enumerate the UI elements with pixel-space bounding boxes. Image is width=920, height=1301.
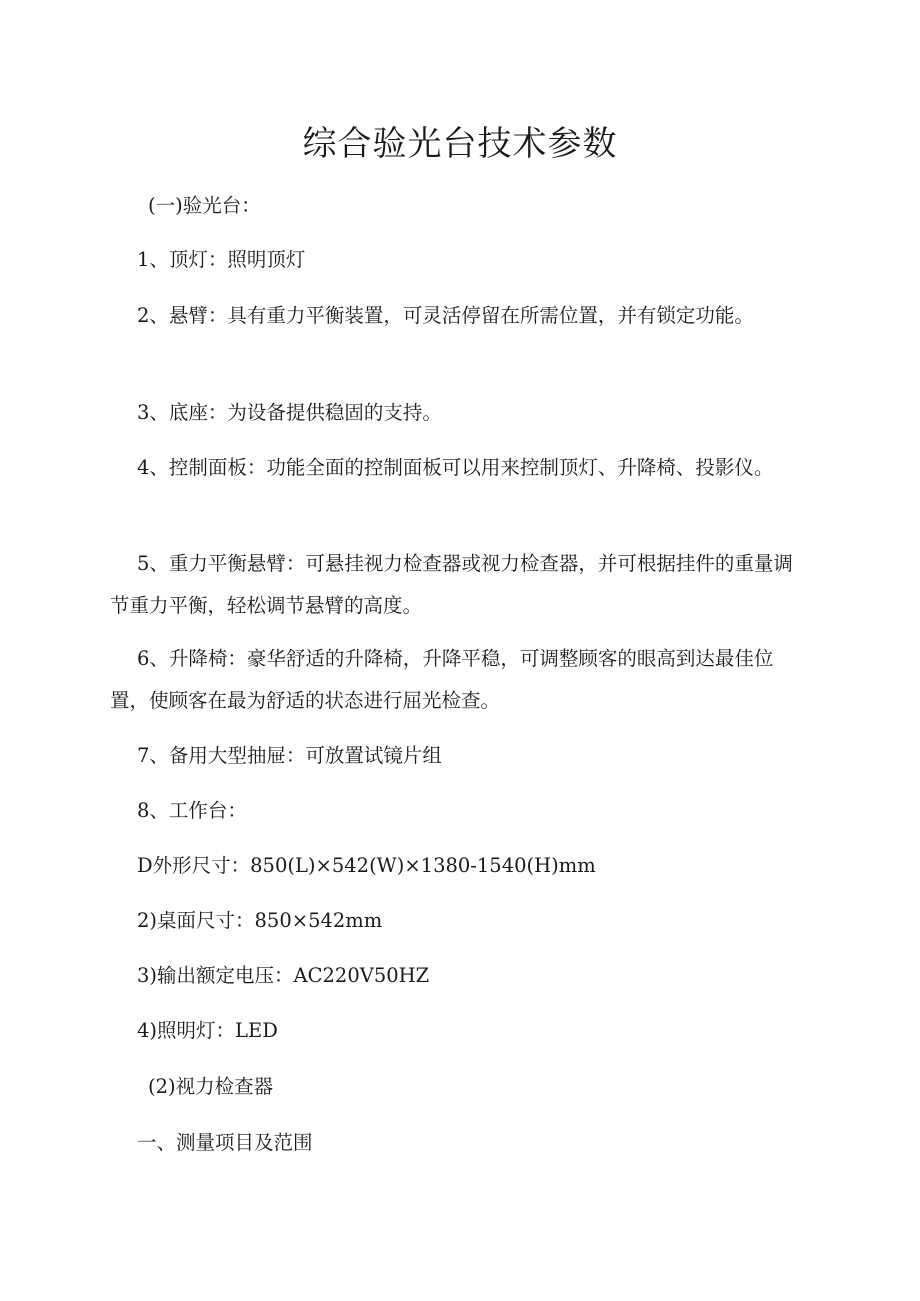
document-title: 综合验光台技术参数 [302, 124, 618, 164]
spec-item: D外形尺寸：850(L)×542(W)×1380-1540(H)mm [137, 854, 596, 877]
list-item: 1、顶灯：照明顶灯 [137, 248, 306, 271]
spec-item: 4)照明灯：LED [137, 1019, 278, 1042]
list-item: 7、备用大型抽屉：可放置试镜片组 [137, 744, 442, 767]
list-item: 8、工作台： [137, 799, 247, 822]
subsection-heading: 一、测量项目及范围 [137, 1131, 313, 1154]
spec-item: 2)桌面尺寸：850×542mm [137, 909, 383, 932]
list-item: 5、重力平衡悬臂：可悬挂视力检查器或视力检查器，并可根据挂件的重量调节重力平衡，轻松调节悬臂的高度。 [110, 552, 793, 617]
section-heading-1: (一)验光台： [148, 194, 261, 217]
list-item: 2、悬臂：具有重力平衡装置，可灵活停留在所需位置，并有锁定功能。 [137, 304, 754, 327]
list-item: 4、控制面板：功能全面的控制面板可以用来控制顶灯、升降椅、投影仪。 [137, 456, 774, 479]
spec-item: 3)输出额定电压：AC220V50HZ [137, 964, 430, 987]
list-item: 6、升降椅：豪华舒适的升降椅，升降平稳，可调整顾客的眼高到达最佳位置，使顾客在最为舒适的状态进行屈光检查。 [110, 647, 774, 712]
section-heading-2: (2)视力检查器 [148, 1075, 274, 1098]
list-item: 3、底座：为设备提供稳固的支持。 [137, 401, 442, 424]
